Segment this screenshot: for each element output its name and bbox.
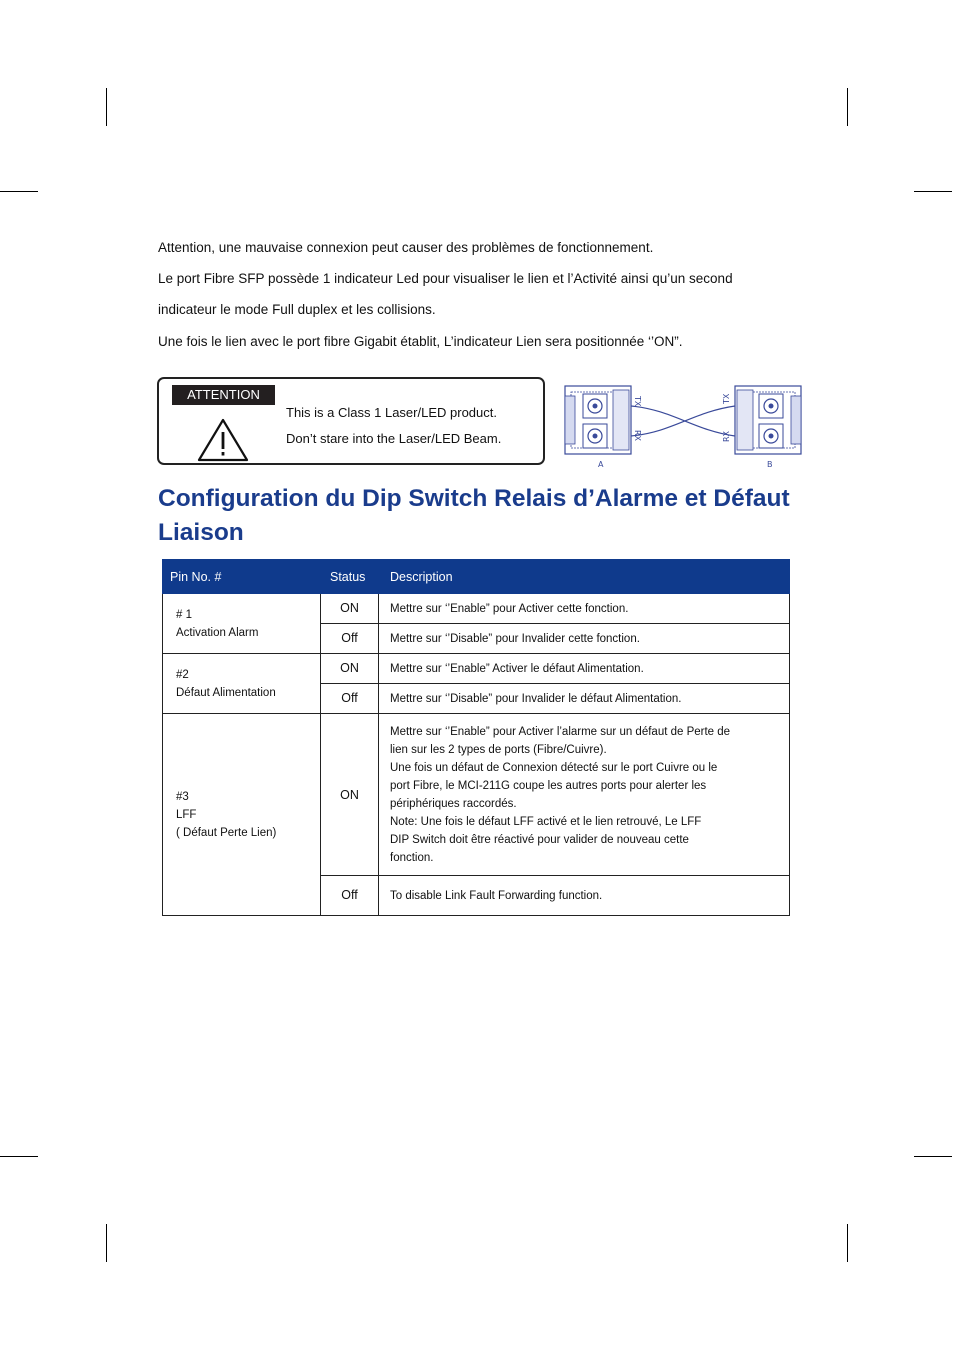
pin-number: #2 [176,668,189,681]
intro-line: Attention, une mauvaise connexion peut causer des problèmes de fonctionnement. [158,240,654,255]
pin-extra: ( Défaut Perte Lien) [176,826,277,839]
intro-line: indicateur le mode Full duplex et les collisions. [158,302,436,317]
status-cell: Off [321,684,379,714]
crop-mark [914,1156,952,1157]
crop-mark [106,1224,107,1262]
attention-text-line2: Don’t stare into the Laser/LED Beam. [286,431,502,446]
status-cell: Off [321,624,379,654]
pin-number: # 1 [176,608,192,621]
intro-line: Une fois le lien avec le port fibre Gigabit établit, L’indicateur Lien sera positionnée ‘’ON”. [158,334,683,349]
pin-cell [163,714,321,916]
intro-line: Le port Fibre SFP possède 1 indicateur Led pour visualiser le lien et l’Activité ainsi qu’un second [158,271,733,286]
header-pin: Pin No. # [163,560,321,594]
header-description: Description [379,560,790,594]
pin-cell [163,594,321,654]
description-line: lien sur les 2 types de ports (Fibre/Cuivre). [390,743,607,756]
label-a: A [598,460,604,469]
status-cell: ON [321,594,379,624]
warning-triangle-icon [197,417,249,468]
crop-mark [847,88,848,126]
pin-number: #3 [176,790,189,803]
right-rx-label: RX [722,430,731,442]
table-row [163,714,790,876]
description-line: Une fois un défaut de Connexion détecté sur le port Cuivre ou le [390,761,718,774]
status-cell: ON [321,654,379,684]
description-cell [379,594,790,624]
pin-name: Activation Alarm [176,626,259,639]
crop-mark [847,1224,848,1262]
description-cell [379,684,790,714]
crop-mark [914,191,952,192]
label-b: B [767,460,773,469]
pin-name: Défaut Alimentation [176,686,276,699]
sfp-connection-diagram [563,382,805,477]
table-row [163,654,790,684]
attention-label: ATTENTION [172,385,275,405]
crop-mark [0,191,38,192]
left-tx-label: TX [633,396,642,407]
description-line: Mettre sur ‘’Enable” Activer le défaut Alimentation. [390,662,644,675]
description-cell [379,654,790,684]
table-row [163,594,790,624]
right-tx-label: TX [722,393,731,404]
pin-cell [163,654,321,714]
left-rx-label: RX [633,430,642,442]
description-line: fonction. [390,851,434,864]
status-cell: ON [321,714,379,876]
table-header-row [163,560,790,594]
description-line: Note: Une fois le défaut LFF activé et le lien retrouvé, Le LFF [390,815,702,828]
description-line: Mettre sur ‘’Enable” pour Activer cette fonction. [390,602,629,615]
dip-switch-table [162,559,790,916]
status-cell: Off [321,876,379,916]
description-cell [379,876,790,916]
section-title: Configuration du Dip Switch Relais d’Alarme et Défaut Liaison [158,485,790,546]
description-line: Mettre sur ‘’Disable” pour Invalider cette fonction. [390,632,640,645]
description-line: périphériques raccordés. [390,797,517,810]
description-line: DIP Switch doit être réactivé pour valider de nouveau cette [390,833,689,846]
crop-mark [106,88,107,126]
attention-text-line1: This is a Class 1 Laser/LED product. [286,405,497,420]
description-line: To disable Link Fault Forwarding function. [390,889,603,902]
description-line: Mettre sur ‘’Disable” pour Invalider le défaut Alimentation. [390,692,682,705]
pin-name: LFF [176,808,197,821]
crop-mark [0,1156,38,1157]
description-line: Mettre sur ‘’Enable” pour Activer l’alarme sur un défaut de Perte de [390,725,731,738]
attention-box [157,377,545,465]
header-status: Status [321,560,379,594]
description-line: port Fibre, le MCI-211G coupe les autres ports pour alerter les [390,779,707,792]
description-cell [379,714,790,876]
description-cell [379,624,790,654]
